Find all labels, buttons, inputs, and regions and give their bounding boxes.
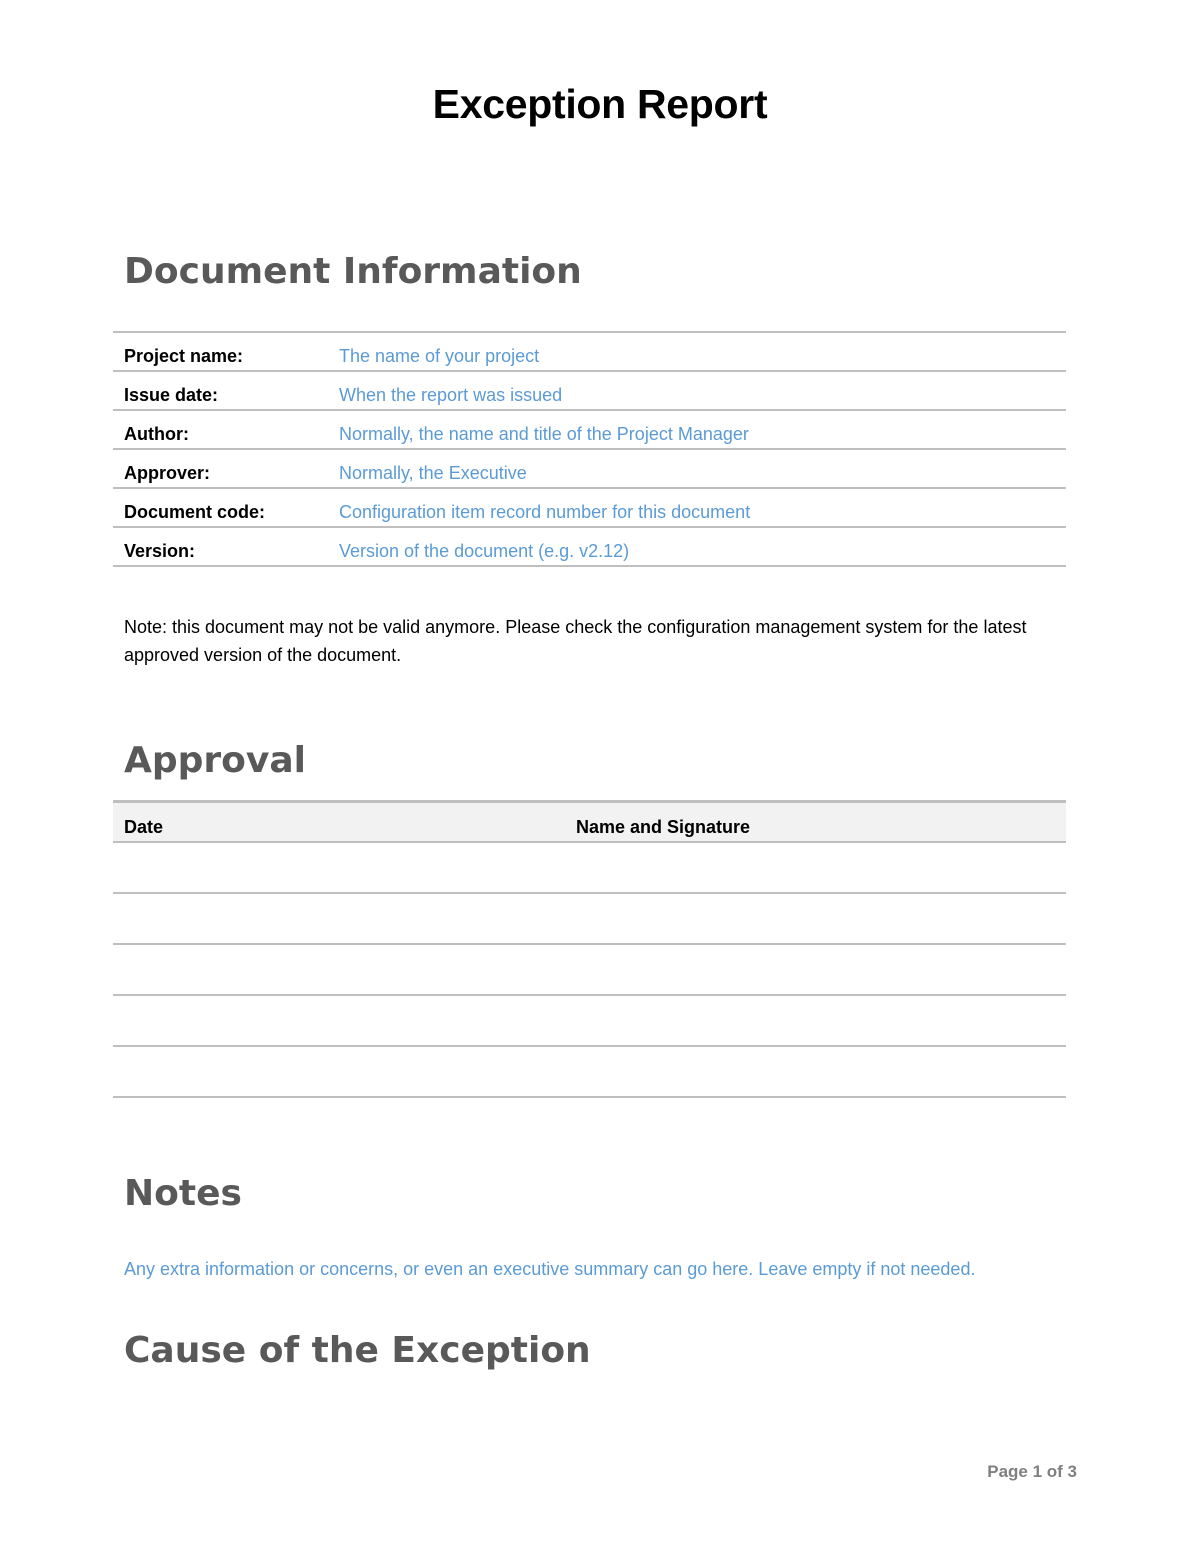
info-row-project-name xyxy=(113,333,1066,372)
info-row-version xyxy=(113,528,1066,567)
info-label: Author: xyxy=(124,424,189,444)
page-title: Exception Report xyxy=(432,81,768,127)
info-label: Document code: xyxy=(124,502,266,522)
table-row xyxy=(113,945,1066,996)
page-number: Page 1 of 3 xyxy=(987,1462,1077,1481)
table-row xyxy=(113,843,1066,894)
info-row-issue-date xyxy=(113,372,1066,411)
info-value: Version of the document (e.g. v2.12) xyxy=(339,541,630,561)
section-heading-cause-of-the-exception: Cause of the Exception xyxy=(124,1330,591,1371)
info-value: Normally, the name and title of the Project Manager xyxy=(339,424,749,444)
info-row-approver xyxy=(113,450,1066,489)
table-row xyxy=(113,1047,1066,1098)
info-label: Version: xyxy=(124,541,196,561)
approval-table-header xyxy=(113,803,1066,843)
document-information-table xyxy=(113,331,1066,567)
info-label: Issue date: xyxy=(124,385,219,405)
table-row xyxy=(113,996,1066,1047)
column-header-date: Date xyxy=(124,817,164,837)
info-value: Configuration item record number for this document xyxy=(339,502,751,522)
info-label: Project name: xyxy=(124,346,244,366)
info-value: Normally, the Executive xyxy=(339,463,527,483)
validity-note: Note: this document may not be valid anymore. Please check the configuration management system for the latest approved version of the document. xyxy=(124,617,1027,665)
info-row-document-code xyxy=(113,489,1066,528)
info-row-author xyxy=(113,411,1066,450)
section-heading-notes: Notes xyxy=(124,1173,242,1214)
column-header-name-and-signature: Name and Signature xyxy=(576,817,751,837)
table-row xyxy=(113,894,1066,945)
info-value: The name of your project xyxy=(339,346,540,366)
approval-table xyxy=(113,800,1066,1098)
info-label: Approver: xyxy=(124,463,211,483)
notes-placeholder-text: Any extra information or concerns, or even an executive summary can go here. Leave empty if not needed. xyxy=(124,1259,976,1279)
section-heading-approval: Approval xyxy=(124,740,306,781)
info-value: When the report was issued xyxy=(339,385,563,405)
section-heading-document-information: Document Information xyxy=(124,251,582,292)
